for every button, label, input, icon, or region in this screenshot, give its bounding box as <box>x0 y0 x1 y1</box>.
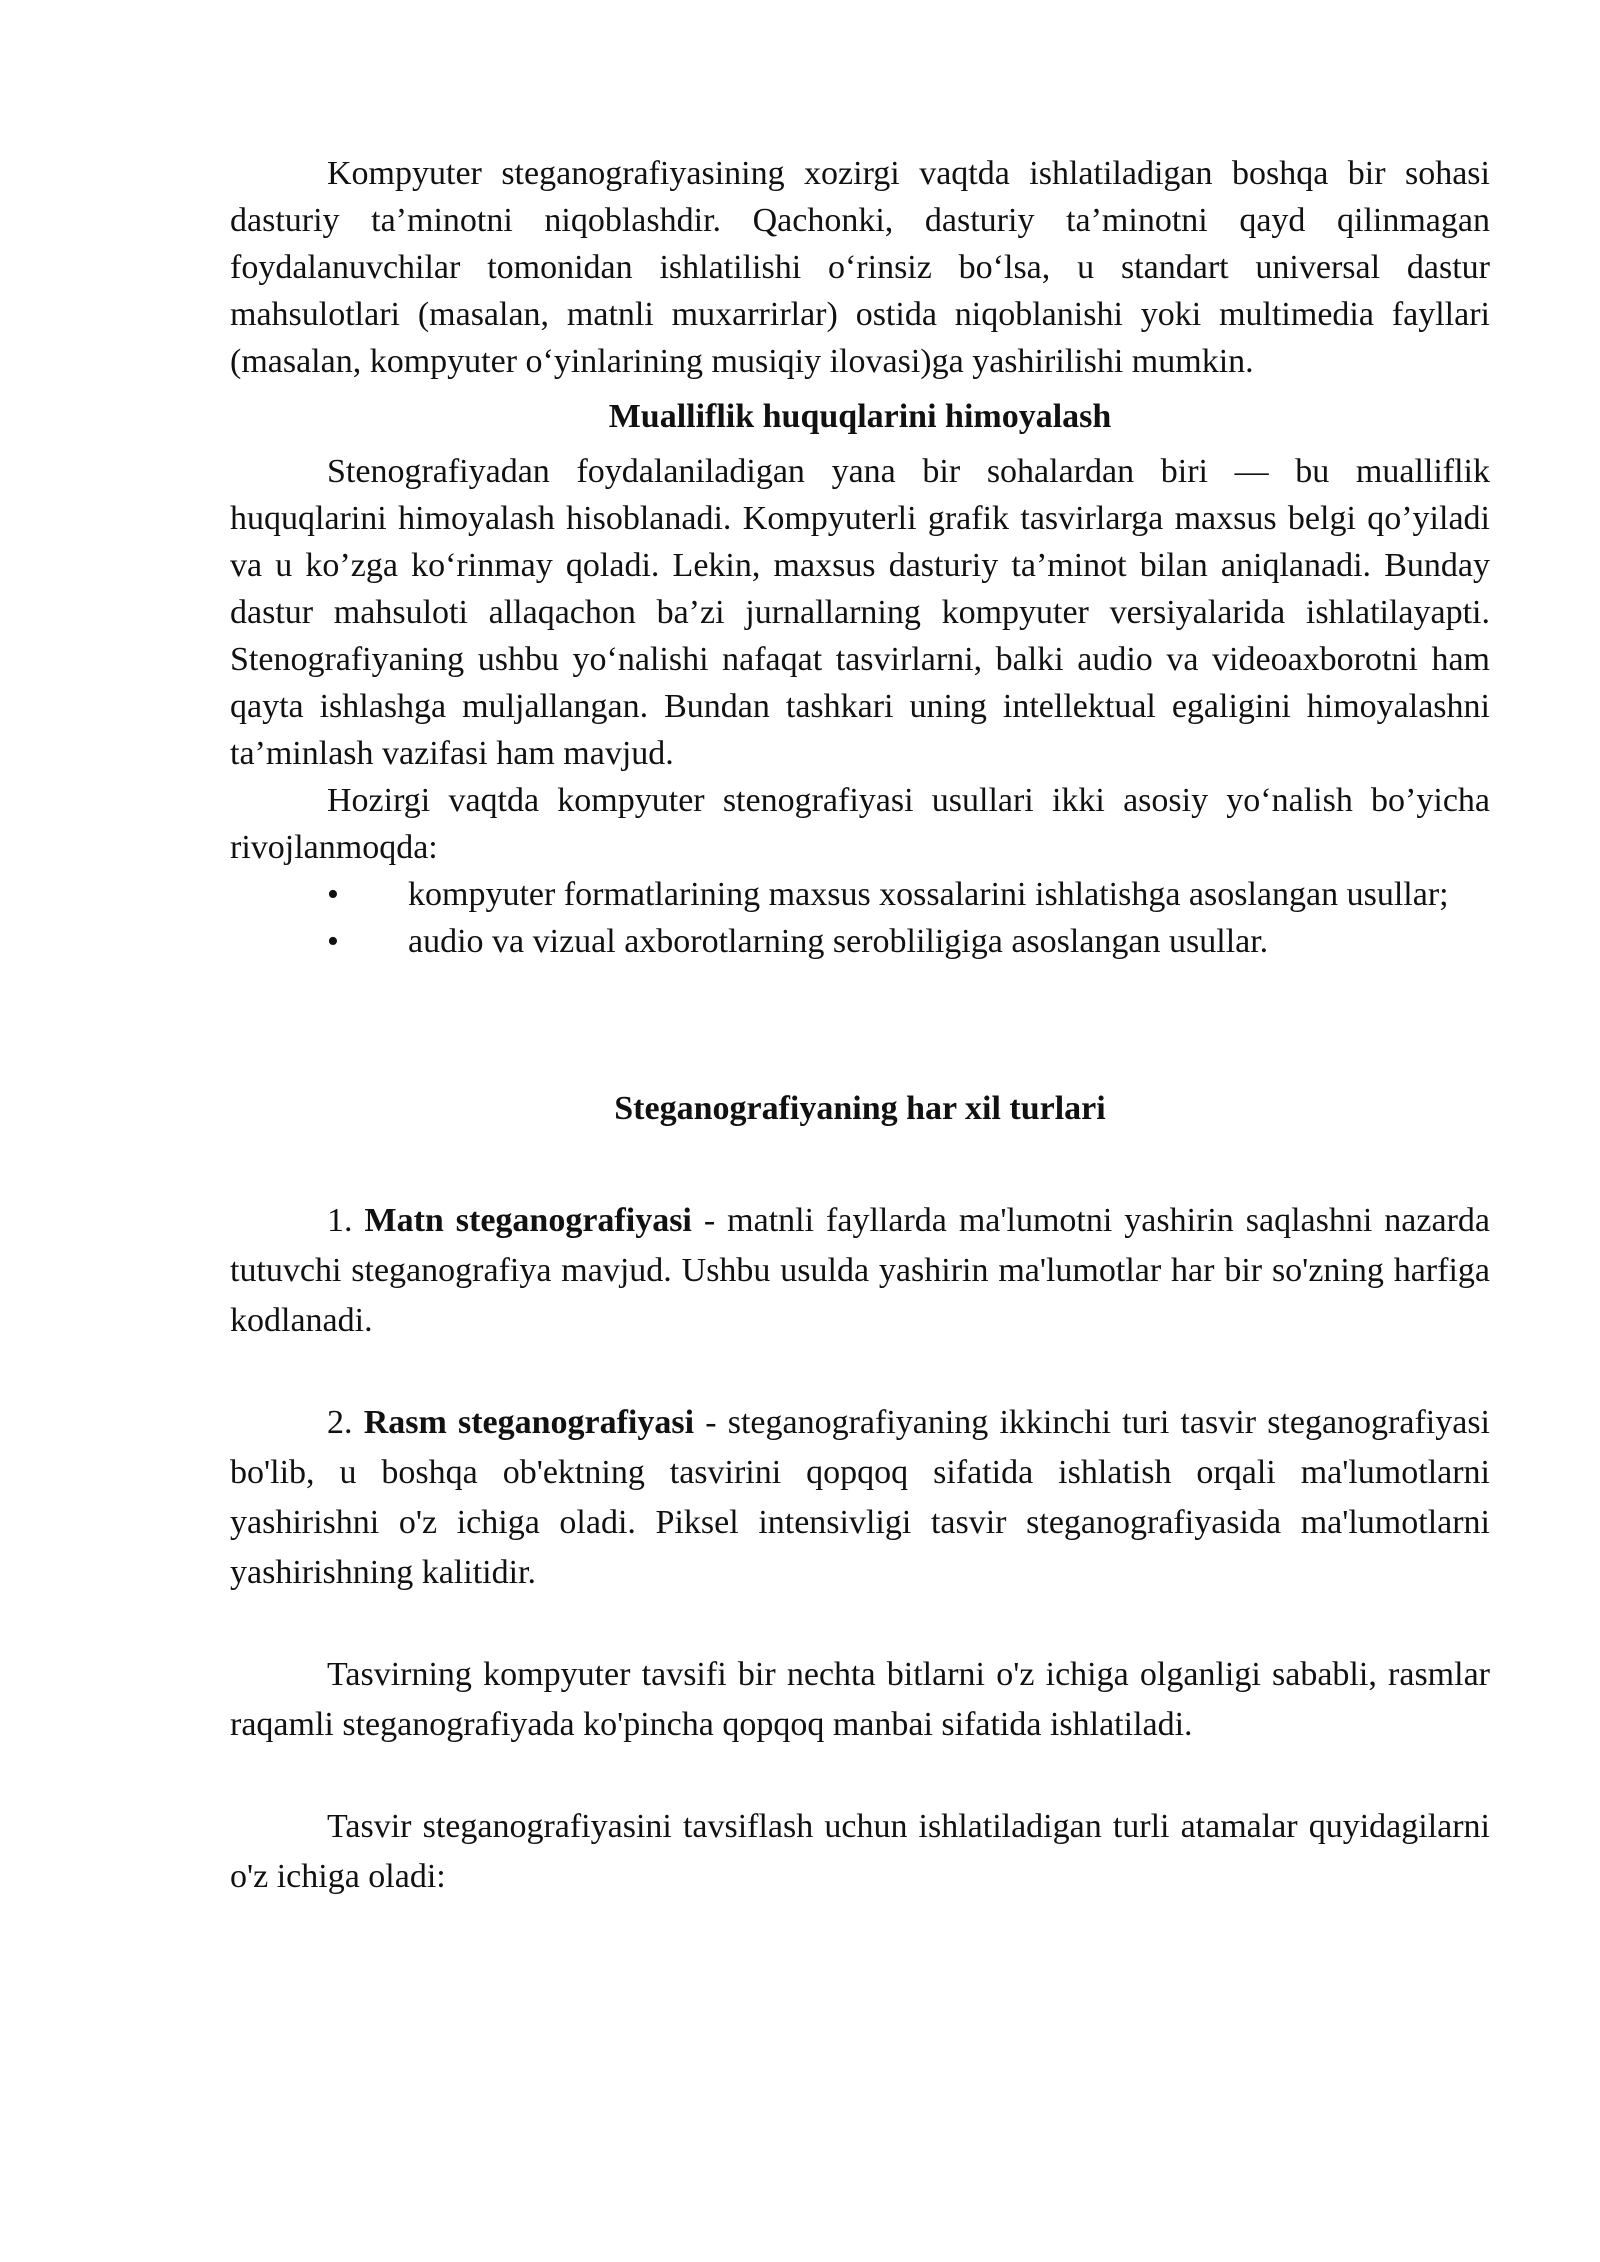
heading-copyright-protection: Mualliflik huquqlarini himoyalash <box>608 398 1112 435</box>
bullet-icon: • <box>327 876 339 913</box>
bullet-text: kompyuter formatlarining maxsus xossalarini ishlatishga asoslangan usullar; <box>408 876 1449 913</box>
item-title: Matn steganografiyasi <box>364 1202 692 1239</box>
item-description: - steganografiyaning ikkinchi turi tasvir steganografiyasi bo'lib, u boshqa ob'ektning tasvirini qopqoq sifatida ishlatish orqali ma'lumotlarni yashirishni o'z ichiga oladi. Piksel intensivligi tasvir steganografiyasida ma'lumotlarni yashirishning kalitidir. <box>230 1404 1490 1591</box>
item-number: 2. <box>327 1404 353 1441</box>
list-item-text-steganography <box>230 1196 1490 1346</box>
paragraph-two-directions: Hozirgi vaqtda kompyuter stenografiyasi usullari ikki asosiy yo‘nalish bo’yicha rivojlanmoqda: <box>230 782 1490 866</box>
bullet-text: audio va vizual axborotlarning serobliligiga asoslangan usullar. <box>408 923 1269 960</box>
bullet-item-formats <box>230 871 1490 918</box>
heading-steganography-types: Steganografiyaning har xil turlari <box>614 1090 1106 1127</box>
paragraph-terms: Tasvir steganografiyasini tavsiflash uchun ishlatiladigan turli atamalar quyidagilarni o'z ichiga oladi: <box>230 1808 1490 1895</box>
paragraph-copyright: Stenografiyadan foydalaniladigan yana bir sohalardan biri — bu mualliflik huquqlarini himoyalash hisoblanadi. Kompyuterli grafik tasvirlarga maxsus belgi qo’yiladi va u ko’zga ko‘rinmay qoladi. Lekin, maxsus dasturiy ta’minot bilan aniqlanadi. Bunday dastur mahsuloti allaqachon ba’zi jurnallarning kompyuter versiyalarida ishlatilayapti. Stenografiyaning ushbu yo‘nalishi nafaqat tasvirlarni, balki audio va videoaxborotni ham qayta ishlashga muljallangan. Bundan tashkari uning intellektual egaligini himoyalashni ta’minlash vazifasi ham mavjud. <box>230 453 1490 772</box>
bullet-item-redundancy <box>230 918 1490 965</box>
item-title: Rasm steganografiyasi <box>363 1404 695 1441</box>
document-page <box>230 150 1490 1902</box>
item-description: - matnli fayllarda ma'lumotni yashirin saqlashni nazarda tutuvchi steganografiya mavjud. Ushbu usulda yashirin ma'lumotlar har bir so'zning harfiga kodlanadi. <box>230 1202 1490 1339</box>
paragraph-software-masking: Kompyuter steganografiyasining xozirgi vaqtda ishlatiladigan boshqa bir sohasi dasturiy ta’minotni niqoblashdir. Qachonki, dasturiy ta’minotni qayd qilinmagan foydalanuvchilar tomonidan ishlatilishi o‘rinsiz bo‘lsa, u standart universal dastur mahsulotlari (masalan, matnli muxarrirlar) ostida niqoblanishi yoki multimedia fayllari (masalan, kompyuter o‘yinlarining musiqiy ilovasi)ga yashirilishi mumkin. <box>230 155 1490 380</box>
bullet-icon: • <box>327 923 339 960</box>
item-number: 1. <box>327 1202 353 1239</box>
paragraph-image-bits: Tasvirning kompyuter tavsifi bir nechta bitlarni o'z ichiga olganligi sababli, rasmlar raqamli steganografiyada ko'pincha qopqoq manbai sifatida ishlatiladi. <box>230 1656 1490 1743</box>
list-item-image-steganography <box>230 1398 1490 1598</box>
